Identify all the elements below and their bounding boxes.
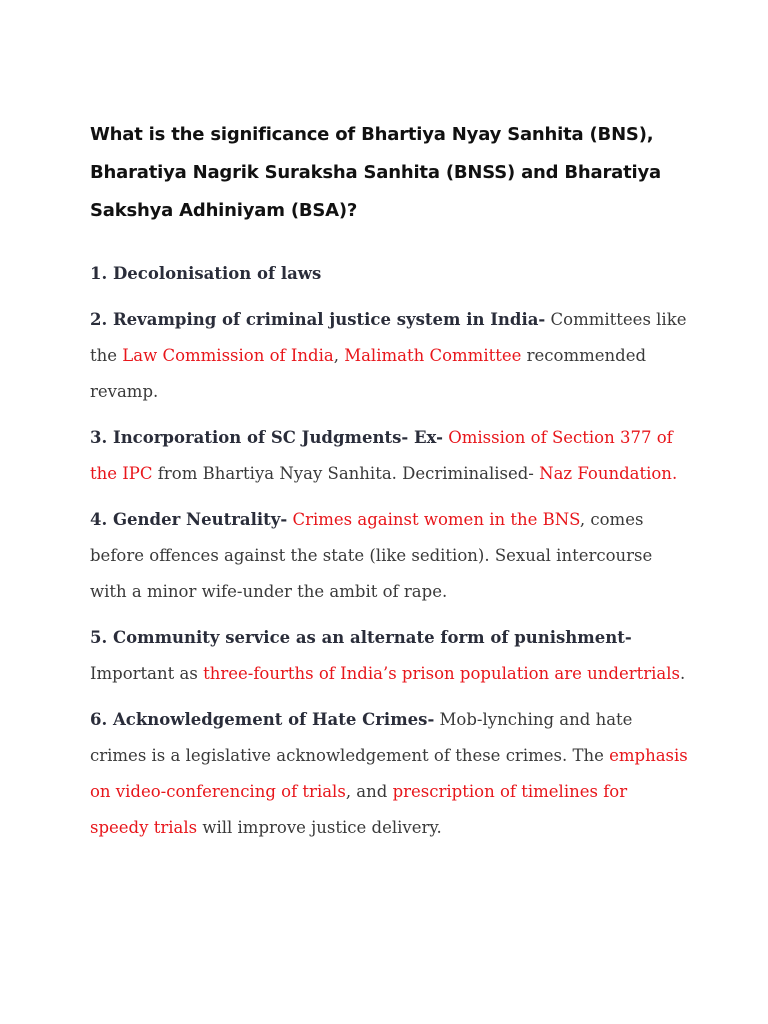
point-heading: 1. Decolonisation of laws: [90, 264, 322, 283]
highlight-crimes-against-women: Crimes against women in the BNS: [292, 510, 580, 529]
point-heading: 4. Gender Neutrality-: [90, 510, 288, 529]
highlight-undertrials: three-fourths of India’s prison population are undertrials: [203, 664, 681, 683]
point-heading: 3. Incorporation of SC Judgments- Ex-: [90, 428, 443, 447]
point-gender-neutrality: [90, 502, 688, 610]
highlight-speedy-trials: prescription of timelines for speedy trials: [90, 782, 628, 837]
point-text: , comes before offences against the state (like sedition). Sexual intercourse with a minor wife-under the ambit of rape.: [90, 510, 653, 601]
point-text: recommended revamp.: [90, 346, 647, 401]
point-text: Important as: [90, 664, 204, 683]
highlight-video-conferencing: emphasis on video-conferencing of trials: [90, 746, 688, 801]
point-text: will improve justice delivery.: [197, 818, 442, 837]
point-revamping: [90, 302, 688, 410]
highlight-naz-foundation: Naz Foundation.: [539, 464, 678, 483]
point-text: , and: [345, 782, 393, 801]
point-sc-judgments: [90, 420, 688, 492]
point-text: Mob-lynching and hate crimes is a legislative acknowledgement of these crimes. The: [90, 710, 633, 765]
point-community-service: [90, 620, 688, 692]
point-text: Committees like the: [90, 310, 687, 365]
point-decolonisation: [90, 256, 688, 292]
point-text: from Bhartiya Nyay Sanhita. Decriminalised-: [152, 464, 540, 483]
points-list: [90, 256, 688, 846]
point-text: .: [680, 664, 686, 683]
point-hate-crimes: [90, 702, 688, 846]
point-heading: 5. Community service as an alternate form of punishment-: [90, 628, 632, 647]
point-heading: 2. Revamping of criminal justice system in India-: [90, 310, 546, 329]
highlight-section-377: Omission of Section 377 of the IPC: [90, 428, 673, 483]
highlight-law-commission: Law Commission of India: [122, 346, 334, 365]
highlight-malimath-committee: Malimath Committee: [344, 346, 522, 365]
point-heading: 6. Acknowledgement of Hate Crimes-: [90, 710, 435, 729]
point-text: ,: [333, 346, 345, 365]
page-title: What is the significance of Bhartiya Nyay Sanhita (BNS), Bharatiya Nagrik Suraksha Sanhita (BNSS) and Bharatiya Sakshya Adhiniyam (BSA)?: [90, 124, 661, 221]
